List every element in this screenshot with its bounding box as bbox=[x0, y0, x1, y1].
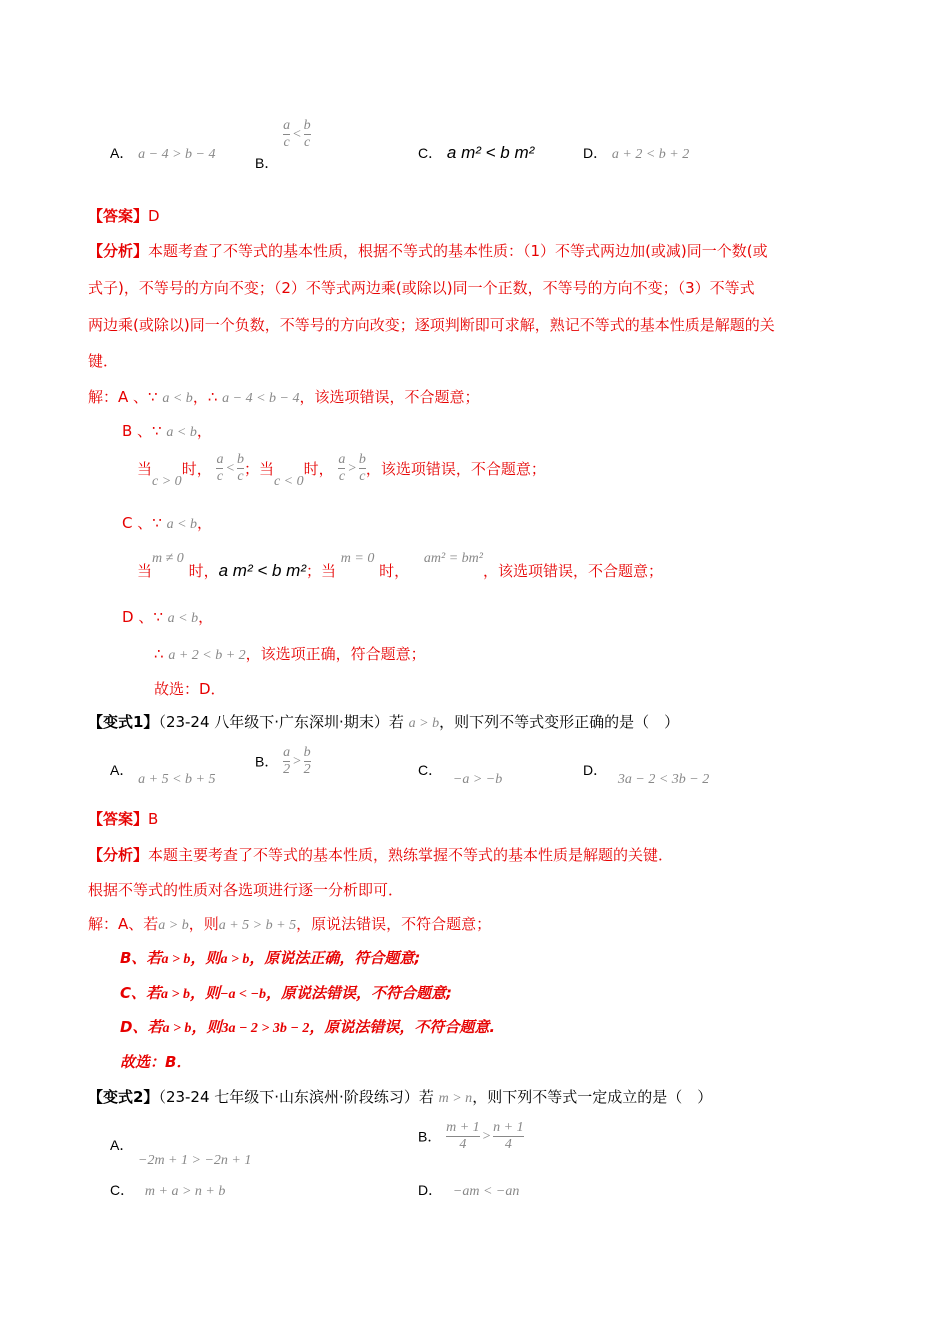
variant-2-stem: 【变式2】（23-24 七年级下·山东滨州·阶段练习）若 m > n，则下列不等式一定成立的是（ ） bbox=[88, 1088, 713, 1106]
answer-line: 【答案】D bbox=[88, 207, 160, 225]
option-label: A． bbox=[110, 145, 134, 161]
solution-b-cases: 当c > 0时， $\frac{a}{c}$ < $\frac{b}{c}$ ；当c < 0时， $\frac{a}{c}$ > $\frac{b}{c}$ ，该选项错误，不合题意； bbox=[137, 452, 546, 489]
fraction: $\frac{a}{c}$ bbox=[216, 452, 224, 484]
v1-solution-c: C、若a > b，则−a < −b，原说法错误，不符合题意; bbox=[120, 984, 452, 1002]
v1-answer-line: 【答案】B bbox=[88, 810, 159, 828]
v1-solution-d: D、若a > b，则3a − 2 > 3b − 2，原说法错误，不符合题意. bbox=[120, 1018, 496, 1036]
v1-option-d: D． 3a − 2 < 3b − 2 bbox=[583, 762, 710, 787]
analysis-line-4: 键． bbox=[88, 352, 119, 370]
solution-d: D 、∵ a < b， bbox=[122, 608, 214, 626]
v1-option-b: B． $\frac{a}{2}$ > $\frac{b}{2}$ bbox=[255, 745, 311, 777]
solution-d-result: ∴ a + 2 < b + 2，该选项正确，符合题意； bbox=[154, 645, 426, 663]
fraction: $\frac{n + 1}{4}$ bbox=[493, 1120, 524, 1152]
option-c bbox=[418, 143, 534, 163]
v1-option-c: C． −a > −b bbox=[418, 762, 503, 787]
v2-option-d: D． −am < −an bbox=[418, 1182, 520, 1199]
option-a bbox=[110, 143, 215, 163]
v2-option-a: A． −2m + 1 > −2n + 1 bbox=[110, 1137, 252, 1168]
analysis-line-3: 两边乘(或除以)同一个负数，不等号的方向改变；逐项判断即可求解，熟记不等式的基本性质是解题的关 bbox=[88, 316, 775, 334]
fraction: $\frac{b}{2}$ bbox=[303, 745, 311, 777]
v2-option-b: B． $\frac{m + 1}{4}$ > $\frac{n + 1}{4}$ bbox=[418, 1120, 524, 1152]
solution-a: 解：A 、∵ a < b，∴ a − 4 < b − 4，该选项错误，不合题意； bbox=[88, 388, 480, 406]
v1-choose-line: 故选：B． bbox=[120, 1053, 192, 1071]
v1-analysis-line-1: 【分析】本题主要考查了不等式的基本性质，熟练掌握不等式的基本性质是解题的关键． bbox=[88, 846, 674, 864]
option-label: B． bbox=[255, 155, 279, 171]
option-math: a + 2 < b + 2 bbox=[611, 147, 690, 162]
v1-analysis-line-2: 根据不等式的性质对各选项进行逐一分析即可． bbox=[88, 881, 404, 899]
fraction: $\frac{b}{c}$ bbox=[303, 118, 311, 150]
option-label: D． bbox=[583, 145, 608, 161]
solution-b: B 、∵ a < b， bbox=[122, 422, 212, 440]
v1-solution-a: 解：A、若a > b，则a + 5 > b + 5，原说法错误，不符合题意； bbox=[88, 915, 492, 933]
solution-c: C 、∵ a < b， bbox=[122, 514, 213, 532]
fraction: $\frac{a}{c}$ bbox=[338, 452, 346, 484]
option-b: B． $\frac{a}{c}$ < $\frac{b}{c}$ bbox=[255, 118, 311, 171]
option-math: a − 4 > b − 4 bbox=[138, 147, 216, 162]
fraction: $\frac{b}{c}$ bbox=[236, 452, 244, 484]
fraction: $\frac{b}{c}$ bbox=[358, 452, 366, 484]
option-math: a m² < b m² bbox=[446, 143, 535, 162]
option-d bbox=[583, 143, 689, 163]
analysis-line-1: 【分析】本题考查了不等式的基本性质，根据不等式的基本性质：（1）不等式两边加(或减)同一个数(或 bbox=[88, 242, 768, 260]
option-label: C． bbox=[418, 145, 443, 161]
v1-option-a: A． a + 5 < b + 5 bbox=[110, 762, 216, 787]
choose-line: 故选：D． bbox=[154, 680, 226, 698]
v1-solution-b: B、若a > b，则a > b，原说法正确，符合题意; bbox=[120, 949, 421, 967]
fraction: $\frac{m + 1}{4}$ bbox=[446, 1120, 480, 1152]
solution-c-cases: 当m ≠ 0 时，a m² < b m²；当 m = 0 时， am² = bm²，该选项错误，不合题意； bbox=[137, 551, 663, 580]
fraction: $\frac{a}{c}$ bbox=[283, 118, 291, 150]
analysis-line-2: 式子)，不等号的方向不变；（2）不等式两边乘(或除以)同一个正数，不等号的方向不变；（3）不等式 bbox=[88, 279, 755, 297]
fraction: $\frac{a}{2}$ bbox=[283, 745, 291, 777]
v2-option-c: C． m + a > n + b bbox=[110, 1182, 226, 1199]
variant-1-stem: 【变式1】（23-24 八年级下·广东深圳·期末）若 a > b，则下列不等式变形正确的是（ ） bbox=[88, 713, 680, 731]
